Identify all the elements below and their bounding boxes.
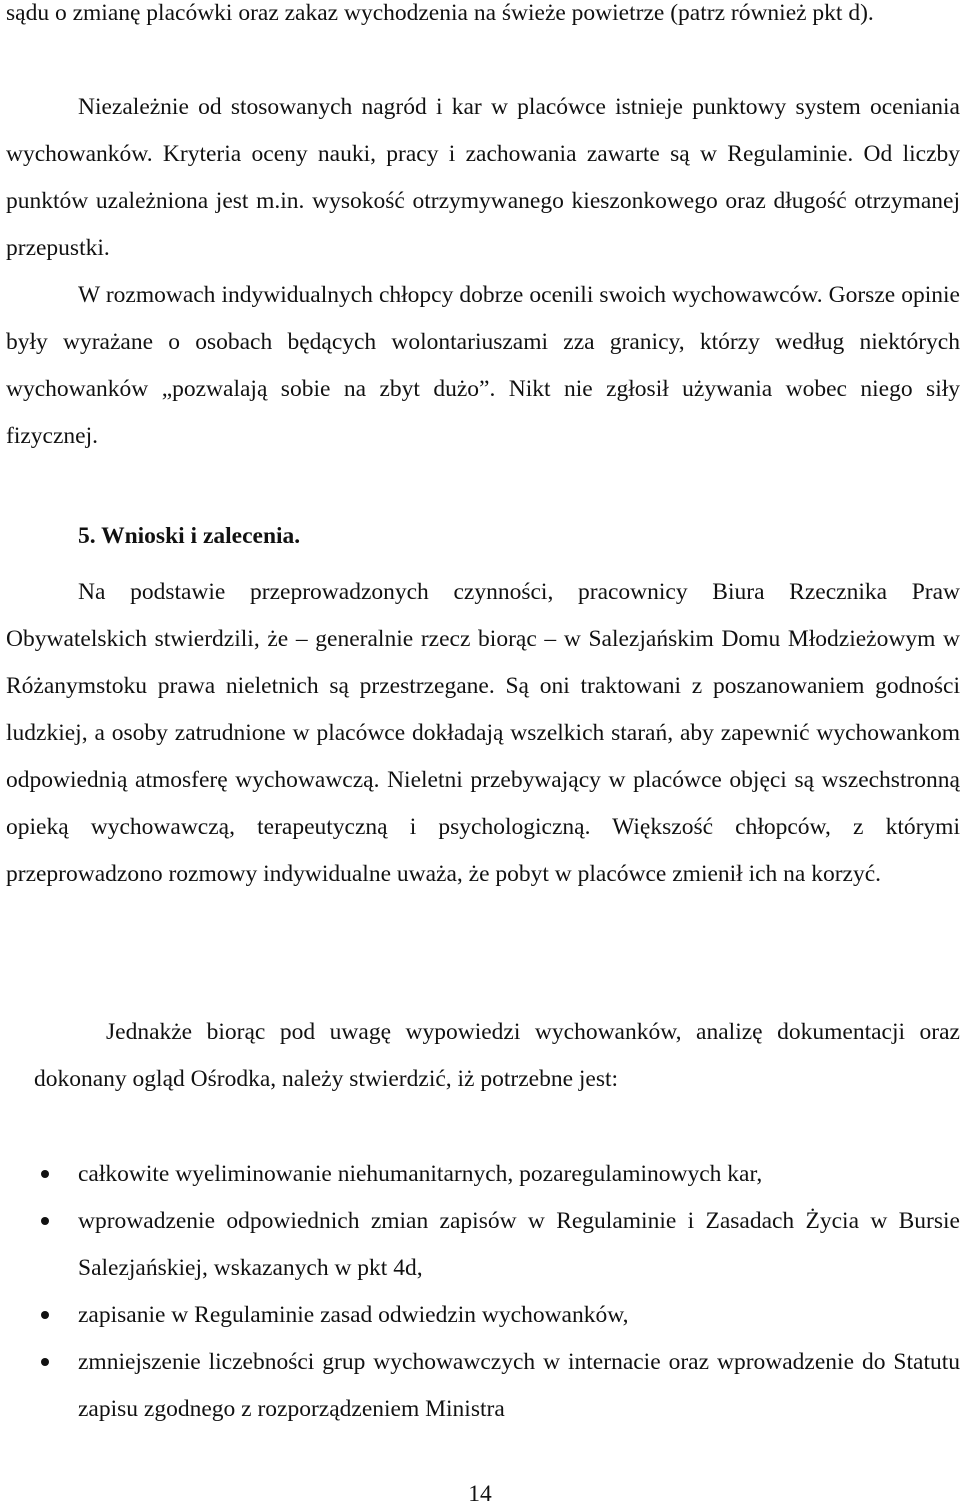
page-number: 14 (468, 1481, 492, 1507)
bullet-icon (41, 1217, 49, 1225)
list-item-text: zmniejszenie liczebności grup wychowawczych w internacie oraz wprowadzenie do Statutu zapisu zgodnego z rozporządzeniem Ministra (78, 1349, 960, 1422)
bullet-icon (41, 1311, 49, 1319)
paragraph-continuation: sądu o zmianę placówki oraz zakaz wychodzenia na świeże powietrze (patrz również pkt d). (6, 0, 874, 26)
list-item-text: wprowadzenie odpowiednich zmian zapisów w Regulaminie i Zasadach Życia w Bursie Salezjańskiej, wskazanych w pkt 4d, (78, 1208, 960, 1281)
list-item (0, 1151, 960, 1198)
list-item-text: całkowite wyeliminowanie niehumanitarnych, pozaregulaminowych kar, (78, 1161, 763, 1187)
paragraph-recommendations-intro: Jednakże biorąc pod uwagę wypowiedzi wychowanków, analizę dokumentacji oraz dokonany ogląd Ośrodka, należy stwierdzić, iż potrzebne jest: (34, 1019, 960, 1092)
list-item (0, 1339, 960, 1433)
list-item-text: zapisanie w Regulaminie zasad odwiedzin wychowanków, (78, 1302, 629, 1328)
list-item (0, 1292, 960, 1339)
list-item (0, 1198, 960, 1292)
paragraph-conclusions: Na podstawie przeprowadzonych czynności, pracownicy Biura Rzecznika Praw Obywatelskich stwierdzili, że – generalnie rzecz biorąc – w Salezjańskim Domu Młodzieżowym w Różanymstoku prawa nieletnich są przestrzegane. Są oni traktowani z poszanowaniem godności ludzkiej, a osoby zatrudnione w placówce dokładają wszelkich starań, aby zapewnić wychowankom odpowiednią atmosferę wychowawczą. Nieletni przebywający w placówce objęci są wszechstronną opieką wychowawczą, terapeutyczną i psychologiczną. Większość chłopców, z którymi przeprowadzono rozmowy indywidualne uważa, że pobyt w placówce zmienił ich na korzyć. (6, 579, 960, 887)
paragraph-points-system: Niezależnie od stosowanych nagród i kar w placówce istnieje punktowy system oceniania wychowanków. Kryteria oceny nauki, pracy i zachowania zawarte są w Regulaminie. Od liczby punktów uzależniona jest m.in. wysokość otrzymywanego kieszonkowego oraz długość otrzymanej przepustki. (6, 94, 960, 261)
bullet-icon (41, 1170, 49, 1178)
bullet-icon (41, 1358, 49, 1366)
section-heading: 5. Wnioski i zalecenia. (78, 523, 301, 549)
recommendations-list (0, 1151, 960, 1433)
paragraph-interviews: W rozmowach indywidualnych chłopcy dobrze ocenili swoich wychowawców. Gorsze opinie były wyrażane o osobach będących wolontariuszami zza granicy, którzy według niektórych wychowanków „pozwalają sobie na zbyt dużo”. Nikt nie zgłosił używania wobec niego siły fizycznej. (6, 282, 960, 449)
